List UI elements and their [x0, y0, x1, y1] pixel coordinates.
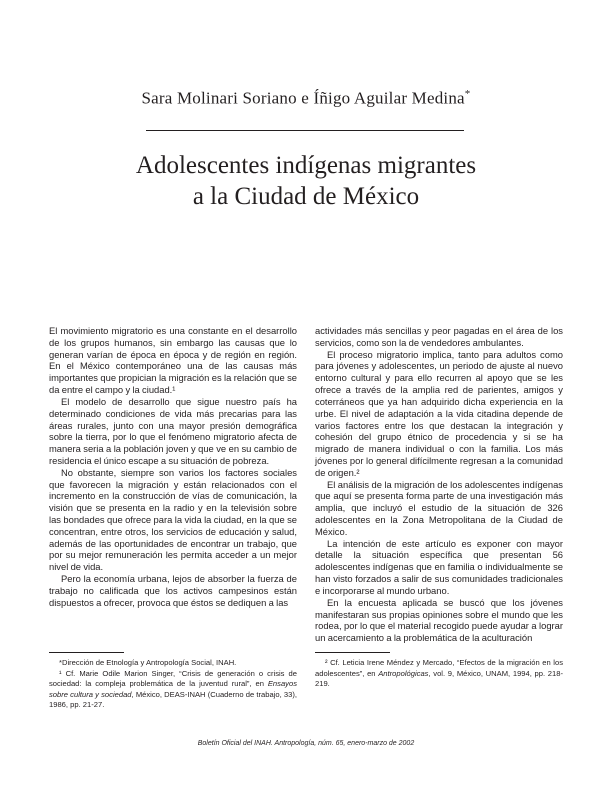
paragraph: La intención de este artículo es exponer con mayor detalle la situación específica que presentan 56 adolescentes indígenas que en familia o individualmente se han visto forzados a salir de sus comunidades tradicionales e incorporarse al mundo urbano.: [315, 537, 563, 596]
paragraph: El análisis de la migración de los adolescentes indígenas que aquí se presenta forma parte de una investigación más amplia, que incluyó el estudio de la situación de 326 adolescentes en la Zona Metropolitana de la Ciudad de México.: [315, 478, 563, 537]
footnote-2: [315, 658, 563, 690]
footnote-italic: Ensayos sobre cultura y sociedad: [49, 679, 297, 699]
author-line: [0, 88, 612, 109]
footnotes-left: [49, 658, 297, 711]
author-footnote-mark: *: [464, 88, 471, 100]
title-rule: [146, 130, 464, 131]
page-footer: Boletín Oficial del INAH. Antropología, núm. 65, enero-marzo de 2002: [197, 740, 415, 747]
paragraph: Pero la economía urbana, lejos de absorber la fuerza de trabajo no calificada que los activos campesinos están dispuestos a ofrecer, provoca que éstos se dediquen a las: [49, 573, 297, 608]
paragraph: El proceso migratorio implica, tanto para adultos como para jóvenes y adolescentes, un periodo de ajuste al nuevo entorno cultural y para ello recurren al apoyo que se les ofrece a través de la amplia red de parientes, amigos y coterráneos que ya han adquirido dicha experiencia en la urbe. El nivel de adaptación a la vida citadina depende de varios factores entre los que destacan la integración y cohesión del grupo étnico de procedencia y si se ha migrado de manera individual o con la familia. Los más jóvenes por lo general difícilmente regresan a la comunidad de origen.²: [315, 348, 563, 478]
footnote-text: ¹ Cf. Marie Odile Marion Singer, “Crisis de generación o crisis de sociedad: la compleja problemática de la juventud rural”, en: [49, 668, 297, 688]
footnote-rule-right: [315, 652, 390, 653]
footnote-1: [49, 669, 297, 711]
footnotes-right: [315, 658, 563, 690]
body-column-left: [49, 325, 297, 609]
paragraph: El movimiento migratorio es una constante en el desarrollo de los grupos humanos, sin embargo las causas que lo generan varían de época en época y de región en región. En el México contemporáneo una de las causas más importantes que propician la migración es la relación que se da entre el campo y la ciudad.¹: [49, 325, 297, 396]
footnote-affiliation: *Dirección de Etnología y Antropología Social, INAH.: [59, 658, 237, 667]
footnote-italic: Antropológicas: [378, 668, 429, 678]
paragraph: actividades más sencillas y peor pagadas en el área de los servicios, como son la de vendedores ambulantes.: [315, 325, 563, 348]
article-title: [0, 150, 612, 212]
body-column-right: [315, 325, 563, 644]
footnote-rule-left: [49, 652, 124, 653]
footnote-text: ² Cf. Leticia Irene Méndez y Mercado, “Efectos de la migración en los adolescentes”, en: [315, 658, 563, 678]
title-line-1: Adolescentes indígenas migrantes: [135, 152, 477, 179]
paragraph: No obstante, siempre son varios los factores sociales que favorecen la migración y están relacionados con el incremento en la construcción de vías de comunicación, la visión que se presenta en la radio y en la televisión sobre las bondades que ofrece para la vida la ciudad, en la que se concentran, entre otros, los servicios de educación y salud, además de las oportunidades de encontrar un trabajo, que por su mejor remuneración les permita acceder a un mejor nivel de vida.: [49, 466, 297, 573]
footnote-text: , vol. 9, México, UNAM, 1994, pp. 218-219.: [315, 668, 563, 688]
paragraph: El modelo de desarrollo que sigue nuestro país ha determinado condiciones de vida más precarias para las áreas rurales, junto con una mayor presión demográfica sobre la tierra, por lo que el fenómeno migratorio afecta de manera seria a la población joven y que ve en su cambio de residencia el único escape a su situación de pobreza.: [49, 395, 297, 466]
footnote-text: , México, DEAS-INAH (Cuaderno de trabajo, 33), 1986, pp. 21-27.: [49, 689, 297, 709]
title-line-2: a la Ciudad de México: [192, 183, 420, 210]
paragraph: En la encuesta aplicada se buscó que los jóvenes manifestaran sus propias opiniones sobre el mundo que les rodea, por lo que el material recogido puede ayudar a lograr un acercamiento a la problemática de la aculturación: [315, 596, 563, 644]
author-names: Sara Molinari Soriano e Íñigo Aguilar Medina: [141, 88, 465, 108]
